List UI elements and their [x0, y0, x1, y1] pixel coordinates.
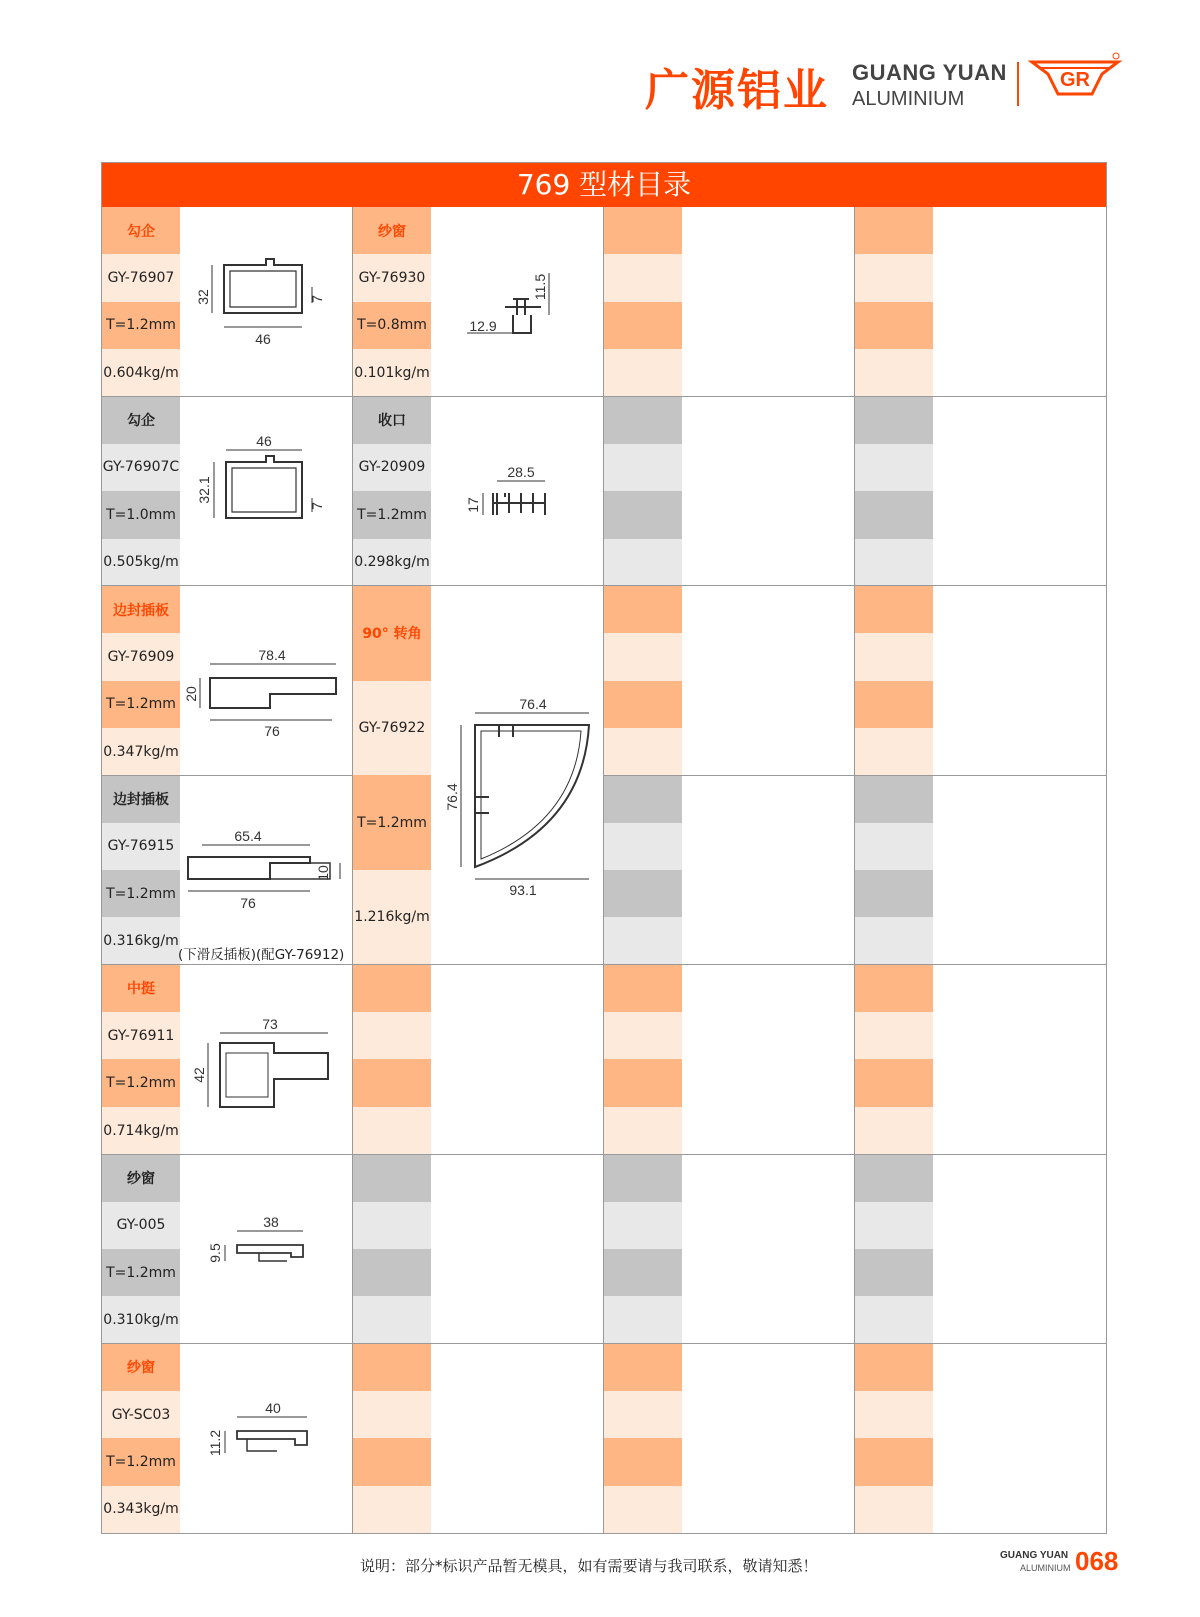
dim-label: 32.1: [196, 476, 212, 504]
empty-cell: [353, 1249, 431, 1296]
profile-name: 中挺: [102, 965, 180, 1012]
profile-weight: 0.298kg/m: [353, 539, 431, 586]
profile-thickness: T=1.2mm: [353, 491, 431, 538]
row-divider: [102, 396, 1106, 397]
empty-cell: [855, 728, 933, 775]
empty-cell: [855, 681, 933, 728]
empty-cell: [855, 1391, 933, 1438]
empty-cell: [604, 823, 682, 870]
row-divider: [102, 1154, 1106, 1155]
empty-cell: [604, 396, 682, 443]
empty-cell: [353, 1296, 431, 1343]
profile-weight: 0.604kg/m: [102, 349, 180, 396]
dim-label: 32: [195, 289, 211, 305]
profile-name: 边封插板: [102, 586, 180, 633]
empty-cell: [353, 1012, 431, 1059]
empty-cell: [855, 870, 933, 917]
dim-label: 78.4: [258, 647, 286, 663]
empty-cell: [855, 539, 933, 586]
profile-weight: 0.316kg/m: [102, 917, 180, 964]
empty-cell: [855, 302, 933, 349]
profile-code: GY-76930: [353, 254, 431, 301]
empty-cell: [855, 254, 933, 301]
profile-thickness: T=1.2mm: [102, 870, 180, 917]
profile-drawing-gy-76909: [183, 642, 346, 742]
empty-cell: [604, 1249, 682, 1296]
profile-weight: 0.310kg/m: [102, 1296, 180, 1343]
profile-thickness: T=1.2mm: [102, 1059, 180, 1106]
profile-name: 收口: [353, 396, 431, 443]
profile-name: 勾企: [102, 207, 180, 254]
empty-cell: [604, 1107, 682, 1154]
dim-label: 73: [262, 1016, 278, 1032]
dim-label: 76: [240, 895, 256, 911]
dim-label: 7: [309, 295, 325, 303]
profile-note: (下滑反插板)(配GY-76912): [178, 947, 345, 963]
empty-cell: [855, 1344, 933, 1391]
empty-cell: [855, 491, 933, 538]
dim-label: 76.4: [444, 783, 460, 811]
profile-drawing-gy-76930: [453, 247, 593, 357]
dim-label: 28.5: [507, 464, 535, 480]
empty-cell: [604, 1154, 682, 1201]
page-number: 068: [1075, 1546, 1119, 1576]
column-3: [604, 207, 855, 1533]
profile-drawing-gy-sc03: [207, 1397, 327, 1477]
profile-name: 90° 转角: [353, 586, 431, 681]
footer-brand-line1: GUANG YUAN: [1000, 1550, 1069, 1561]
empty-cell: [604, 207, 682, 254]
column-4: [855, 207, 1106, 1533]
profile-weight: 1.216kg/m: [353, 870, 431, 965]
empty-cell: [855, 965, 933, 1012]
empty-cell: [855, 586, 933, 633]
empty-cell: [855, 444, 933, 491]
empty-cell: [855, 1438, 933, 1485]
empty-cell: [855, 1249, 933, 1296]
empty-cell: [604, 444, 682, 491]
empty-cell: [855, 349, 933, 396]
profile-code: GY-76909: [102, 633, 180, 680]
empty-cell: [604, 302, 682, 349]
row-divider: [102, 964, 1106, 965]
empty-cell: [604, 254, 682, 301]
profile-drawing-gy-76922: [433, 697, 603, 897]
profile-weight: 0.714kg/m: [102, 1107, 180, 1154]
empty-cell: [855, 1296, 933, 1343]
profile-code: GY-76915: [102, 823, 180, 870]
profile-drawing-gy-76915: [180, 823, 350, 923]
svg-text:GR: GR: [1060, 69, 1090, 91]
profile-code: GY-76911: [102, 1012, 180, 1059]
dim-label: 38: [263, 1214, 279, 1230]
column-divider: [352, 207, 353, 1533]
profile-code: GY-76907C: [102, 444, 180, 491]
dim-label: 10: [315, 865, 331, 881]
catalog-grid: [102, 207, 1106, 1533]
empty-cell: [604, 1059, 682, 1106]
dim-label: 11.2: [207, 1429, 223, 1457]
profile-name: 勾企: [102, 396, 180, 443]
empty-cell: [604, 965, 682, 1012]
empty-cell: [604, 349, 682, 396]
row-divider: [102, 585, 1106, 586]
empty-cell: [604, 1486, 682, 1533]
dim-label: 46: [256, 433, 272, 449]
empty-cell: [604, 1012, 682, 1059]
dim-label: 17: [465, 497, 481, 513]
profile-name: 纱窗: [353, 207, 431, 254]
empty-cell: [353, 965, 431, 1012]
brand-logo-icon: [1030, 52, 1120, 102]
empty-cell: [855, 207, 933, 254]
empty-cell: [604, 491, 682, 538]
row-divider: [102, 775, 353, 776]
empty-cell: [353, 1107, 431, 1154]
brand-name-en-line2: ALUMINIUM: [852, 88, 965, 110]
empty-cell: [353, 1486, 431, 1533]
profile-name: 纱窗: [102, 1344, 180, 1391]
dim-label: 9.5: [207, 1243, 223, 1263]
logo-divider: [1017, 62, 1019, 106]
dim-label: 11.5: [532, 273, 548, 301]
column-2: [353, 207, 604, 1533]
empty-cell: [353, 1391, 431, 1438]
profile-name: 边封插板: [102, 775, 180, 822]
empty-cell: [855, 1202, 933, 1249]
profile-code: GY-76907: [102, 254, 180, 301]
profile-weight: 0.505kg/m: [102, 539, 180, 586]
dim-label: 76.4: [519, 696, 547, 712]
column-divider: [603, 207, 604, 1533]
profile-code: GY-SC03: [102, 1391, 180, 1438]
dim-label: 40: [265, 1400, 281, 1416]
empty-cell: [604, 586, 682, 633]
profile-thickness: T=0.8mm: [353, 302, 431, 349]
profile-drawing-gy-20909: [461, 437, 581, 537]
empty-cell: [604, 1344, 682, 1391]
profile-code: GY-005: [102, 1202, 180, 1249]
empty-cell: [855, 633, 933, 680]
profile-weight: 0.347kg/m: [102, 728, 180, 775]
dim-label: 76: [264, 723, 280, 739]
profile-weight: 0.101kg/m: [353, 349, 431, 396]
profile-catalog-table: [101, 162, 1107, 1534]
empty-cell: [604, 1202, 682, 1249]
footer-brand-line2: ALUMINIUM: [1020, 1563, 1071, 1573]
empty-cell: [604, 1391, 682, 1438]
empty-cell: [604, 870, 682, 917]
empty-cell: [855, 1012, 933, 1059]
dim-label: 46: [255, 331, 271, 347]
column-1: [102, 207, 353, 1533]
profile-drawing-gy-76911: [190, 1017, 345, 1127]
empty-cell: [604, 1296, 682, 1343]
dim-label: 20: [183, 686, 199, 702]
row-divider: [102, 1343, 1106, 1344]
empty-cell: [855, 775, 933, 822]
empty-cell: [353, 1059, 431, 1106]
brand-name-en-line1: GUANG YUAN: [852, 60, 1007, 85]
empty-cell: [855, 396, 933, 443]
dim-label: 42: [191, 1067, 207, 1083]
row-divider: [604, 775, 1106, 776]
column-divider: [854, 207, 855, 1533]
empty-cell: [604, 681, 682, 728]
empty-cell: [353, 1344, 431, 1391]
dim-label: 12.9: [469, 318, 497, 334]
empty-cell: [353, 1438, 431, 1485]
empty-cell: [604, 728, 682, 775]
profile-thickness: T=1.2mm: [102, 1438, 180, 1485]
profile-thickness: T=1.2mm: [102, 681, 180, 728]
empty-cell: [604, 633, 682, 680]
empty-cell: [353, 1154, 431, 1201]
profile-drawing-gy-76907: [194, 247, 339, 357]
profile-code: GY-76922: [353, 681, 431, 776]
profile-thickness: T=1.2mm: [102, 302, 180, 349]
dim-label: 93.1: [509, 882, 537, 898]
profile-weight: 0.343kg/m: [102, 1486, 180, 1533]
profile-thickness: T=1.0mm: [102, 491, 180, 538]
empty-cell: [353, 1202, 431, 1249]
empty-cell: [855, 1154, 933, 1201]
profile-drawing-gy-005: [207, 1214, 327, 1287]
empty-cell: [855, 1059, 933, 1106]
empty-cell: [855, 917, 933, 964]
empty-cell: [855, 1107, 933, 1154]
dim-label: 65.4: [234, 828, 262, 844]
catalog-title: 769 型材目录: [102, 163, 1106, 207]
empty-cell: [855, 823, 933, 870]
page-header: [0, 0, 1200, 150]
profile-name: 纱窗: [102, 1154, 180, 1201]
empty-cell: [604, 917, 682, 964]
brand-name-cn: 广源铝业: [645, 65, 829, 116]
profile-thickness: T=1.2mm: [102, 1249, 180, 1296]
footer-note: 说明：部分*标识产品暂无模具，如有需要请与我司联系，敬请知悉！: [360, 1557, 818, 1575]
profile-thickness: T=1.2mm: [353, 775, 431, 870]
empty-cell: [604, 775, 682, 822]
empty-cell: [855, 1486, 933, 1533]
profile-drawing-gy-76907c: [194, 432, 339, 542]
dim-label: 7: [309, 502, 325, 510]
profile-code: GY-20909: [353, 444, 431, 491]
empty-cell: [604, 1438, 682, 1485]
empty-cell: [604, 539, 682, 586]
